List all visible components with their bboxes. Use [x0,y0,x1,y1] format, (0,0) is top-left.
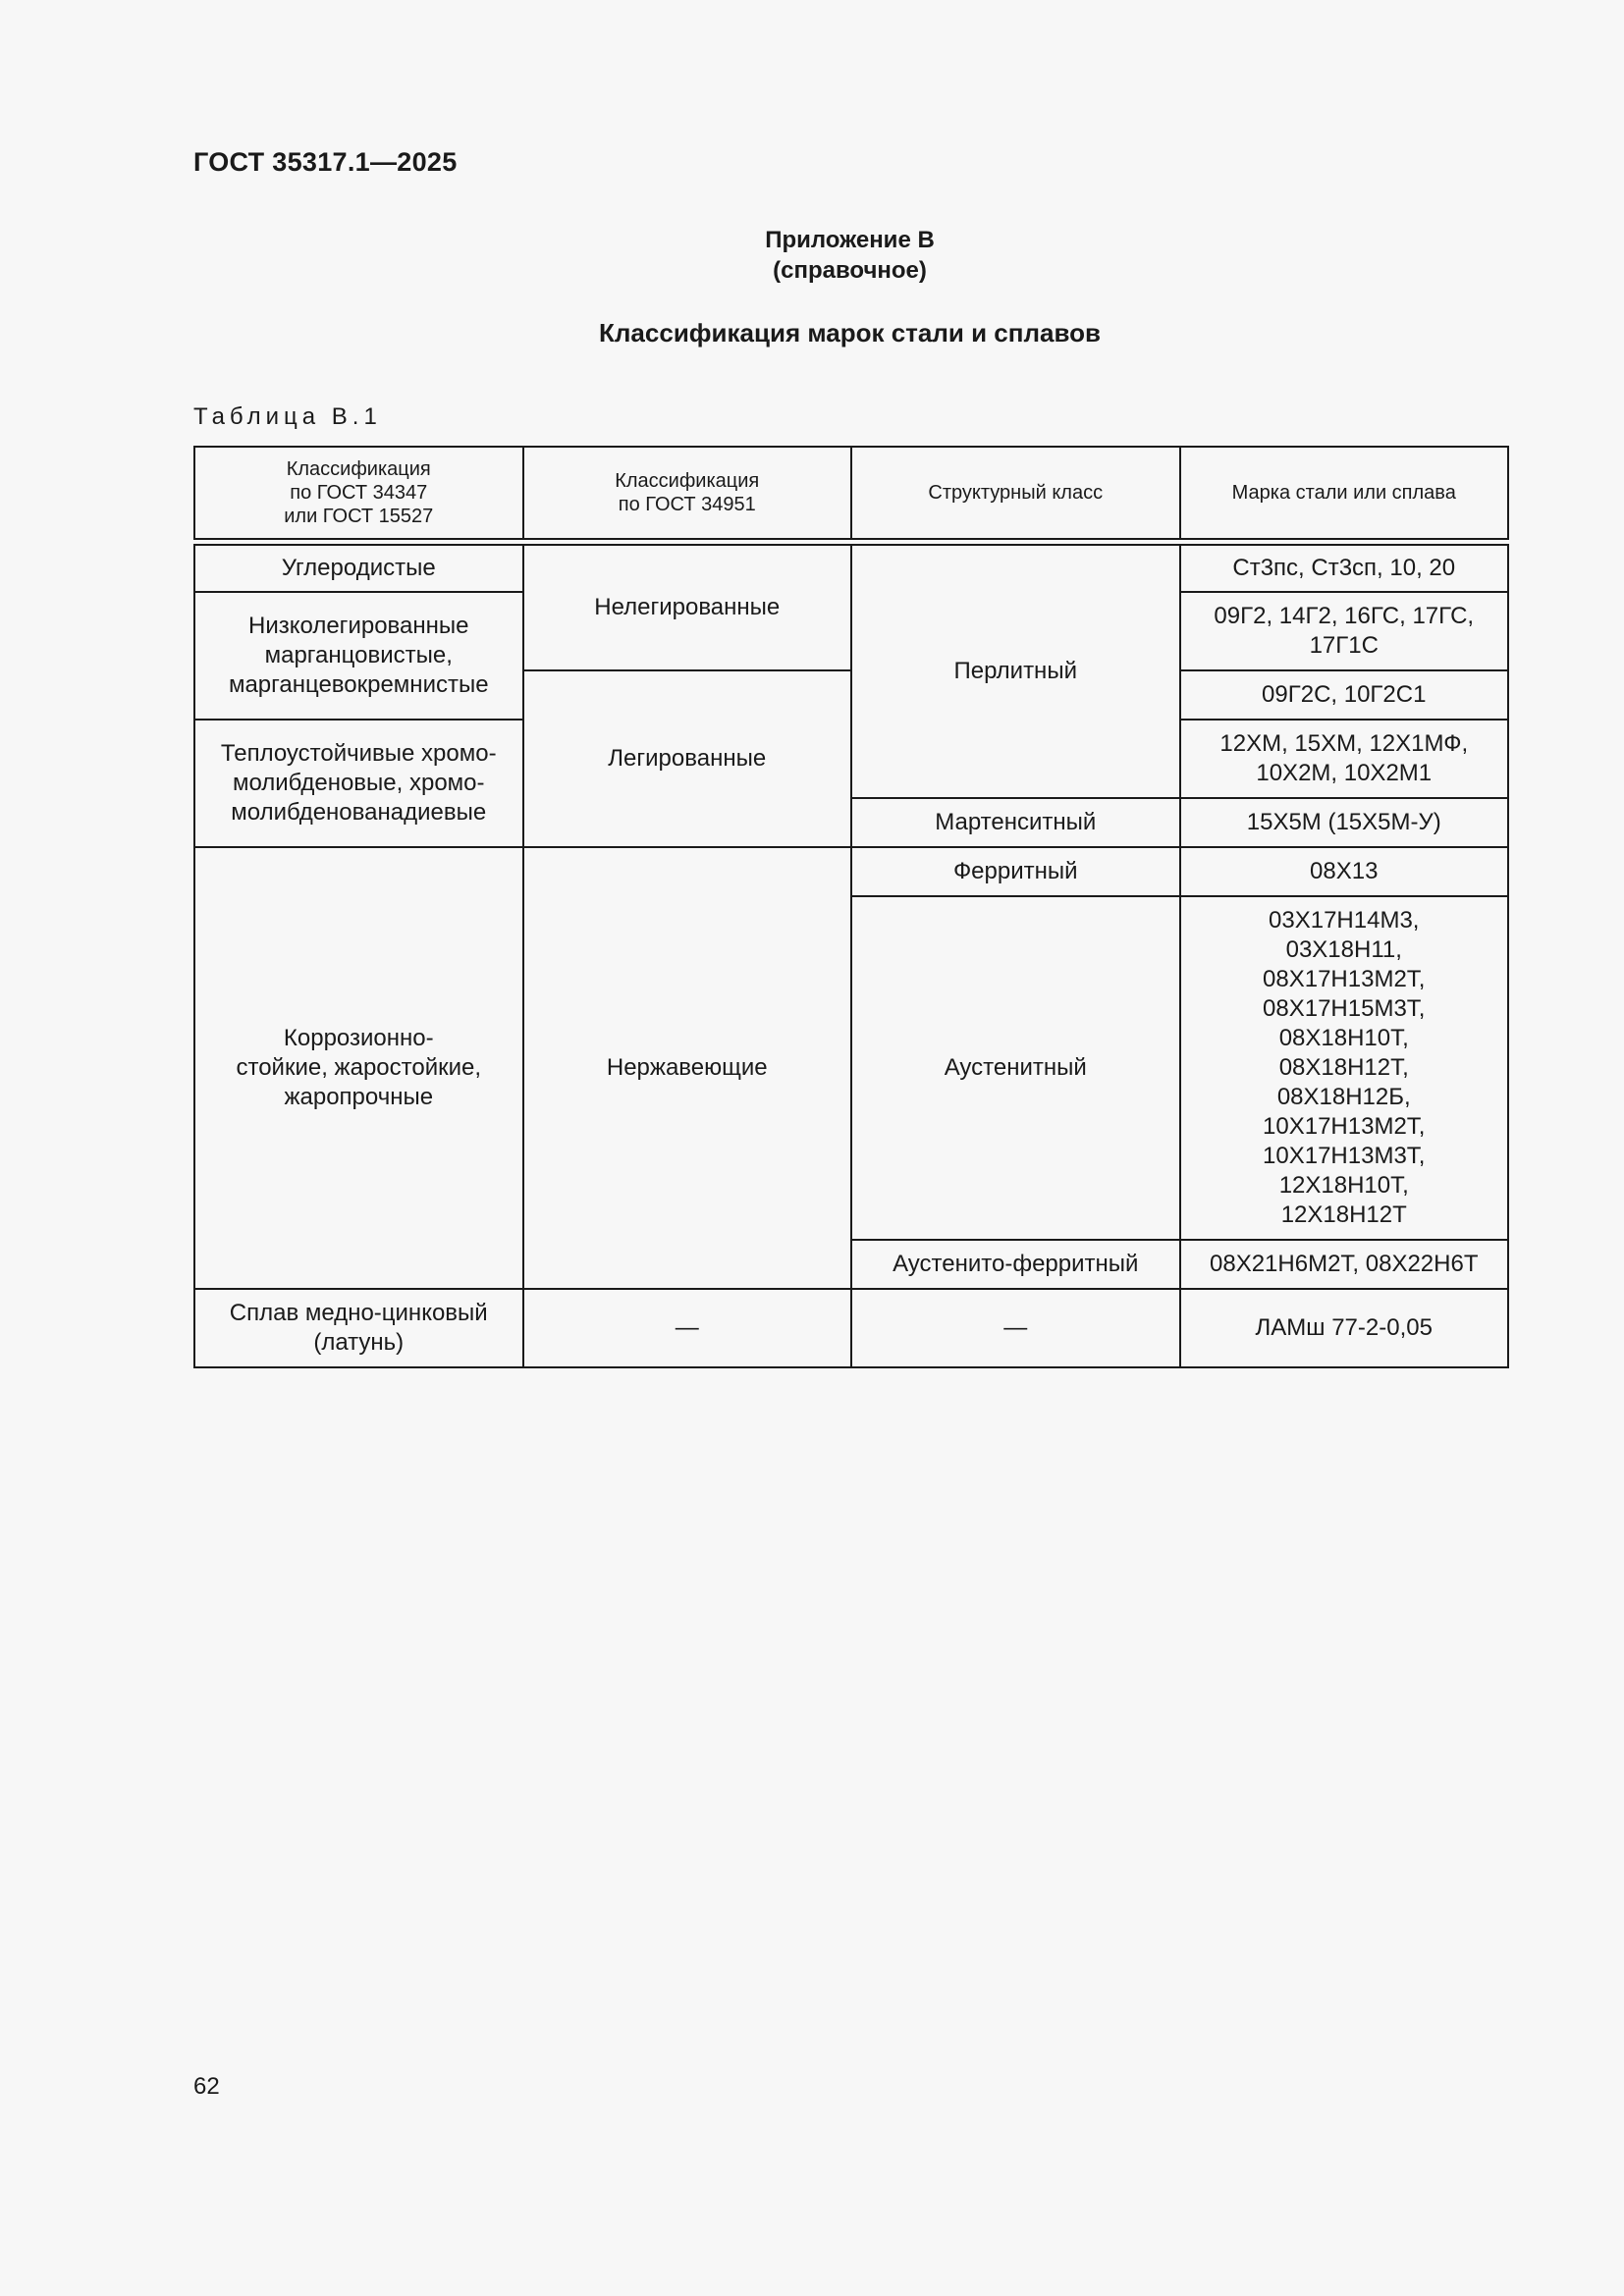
cell-alloyed: Легированные [523,670,852,847]
table-row [194,545,1508,592]
cell-heat-resistant: Теплоустойчивые хромо- молибденовые, хромо- молибденованадиевые [194,720,523,847]
cell-corrosion: Коррозионно- стойкие, жаростойкие, жаропрочные [194,847,523,1289]
cell-austenitic-ferritic: Аустенито-ферритный [851,1240,1180,1289]
cell-grade-5: 15Х5М (15Х5М-У) [1180,798,1509,847]
cell-grade-6: 08Х13 [1180,847,1509,896]
cell-grade-4: 12ХМ, 15ХМ, 12Х1МФ, 10Х2М, 10Х2М1 [1180,720,1509,798]
document-code: ГОСТ 35317.1—2025 [193,147,458,177]
cell-brass: Сплав медно-цинковый (латунь) [194,1289,523,1367]
cell-grade-7: 03Х17Н14М3, 03Х18Н11, 08Х17Н13М2Т, 08Х17Н15М3Т, 08Х18Н10Т, 08Х18Н12Т, 08Х18Н12Б, 10Х17Н13М2Т, 10Х17Н13М3Т, 12Х18Н10Т, 12Х18Н12Т [1180,896,1509,1240]
header-gost-34951: Классификация по ГОСТ 34951 [523,447,852,539]
cell-ferritic: Ферритный [851,847,1180,896]
cell-grade-9: ЛАМш 77-2-0,05 [1180,1289,1509,1367]
section-title-text: Классификация марок стали и сплавов [599,318,1101,347]
cell-carbon: Углеродистые [194,545,523,592]
cell-stainless: Нержавеющие [523,847,852,1289]
cell-austenitic: Аустенитный [851,896,1180,1240]
section-title [0,318,1624,348]
header-steel-grade: Марка стали или сплава [1180,447,1509,539]
table-row [194,847,1508,896]
cell-pearlitic: Перлитный [851,545,1180,798]
cell-brass-struct: — [851,1289,1180,1367]
cell-grade-2: 09Г2, 14Г2, 16ГС, 17ГС, 17Г1С [1180,592,1509,670]
appendix-subtitle: (справочное) [773,257,927,284]
cell-unalloyed: Нелегированные [523,545,852,670]
cell-grade-8: 08Х21Н6М2Т, 08Х22Н6Т [1180,1240,1509,1289]
cell-martensitic: Мартенситный [851,798,1180,847]
page-number: 62 [193,2073,220,2100]
appendix-title: Приложение В [765,227,935,253]
header-gost-34347: Классификация по ГОСТ 34347 или ГОСТ 15527 [194,447,523,539]
table-header-row [194,447,1508,539]
header-structural-class: Структурный класс [851,447,1180,539]
table-label: Таблица В.1 [193,403,382,430]
cell-brass-class: — [523,1289,852,1367]
appendix-heading [0,225,1624,286]
cell-grade-1: Ст3пс, Ст3сп, 10, 20 [1180,545,1509,592]
cell-low-alloy: Низколегированные марганцовистые, марганцевокремнистые [194,592,523,720]
table-row [194,1289,1508,1367]
classification-table [193,446,1509,1368]
cell-grade-3: 09Г2С, 10Г2С1 [1180,670,1509,720]
